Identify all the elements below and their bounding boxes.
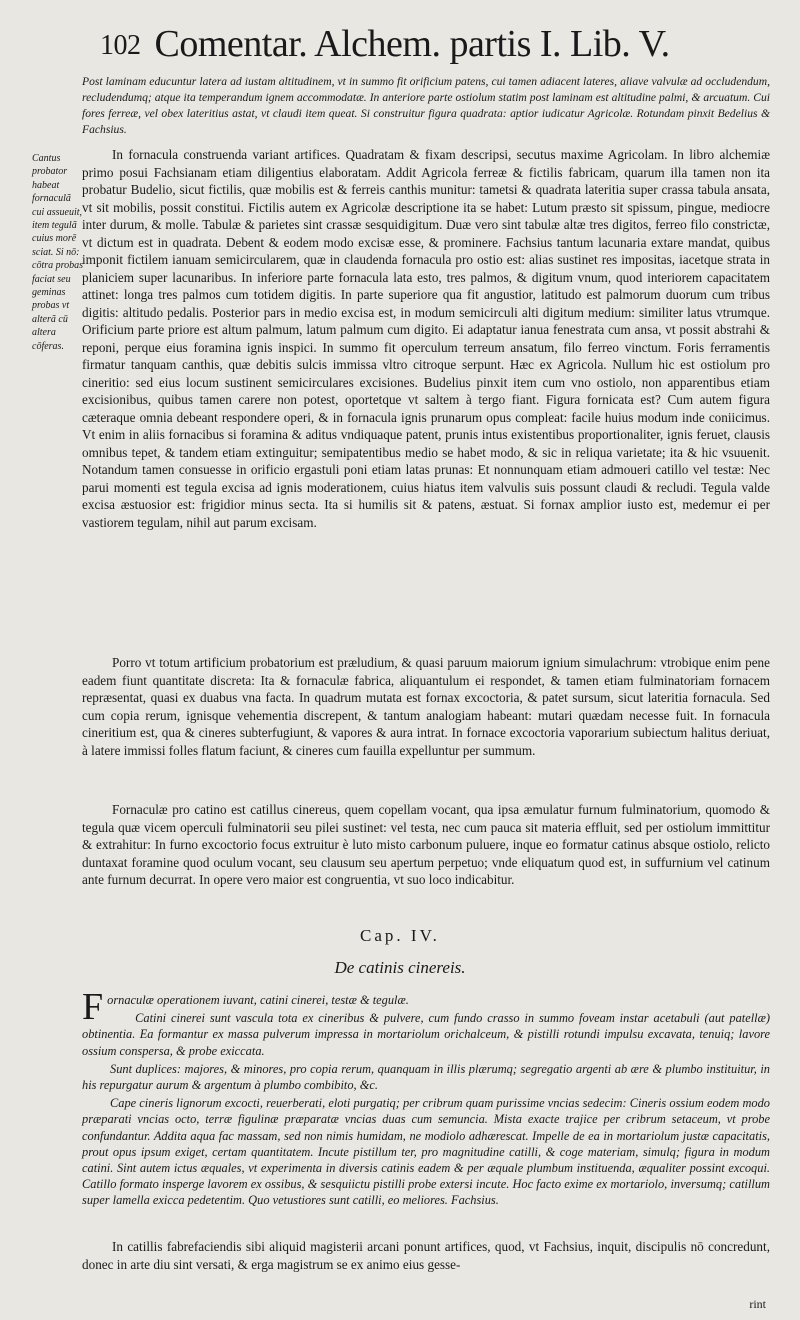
running-header (100, 20, 780, 68)
paragraph-text: Cape cineris lignorum excocti, reuerberati, eloti purgatiq; per cribrum quam purissime vncias sedecim: Cineris ossium eodem modo præparati vncias octo, terræ figulinæ præparatæ vncias duas cum semuncia. Mista exacte trajice per cribrum setaceum, vt probe confundantur. Addita aqua fac massam, sed non nimis humidam, ne modiolo adhærescat. Impelle de ea in mortariolum justæ capacitatis, prout opus ipsum exiget, certam quantitatem. Incute pistillum ter, pro magnitudine catilli, & coge materiam, simulq; figura in modum catini. Sint autem ictus æquales, vt experimenta in diversis catinis eadem & per æquale plumbum instituenda, æqualiter possint excoqui. Catillo formato insperge lavorem ex ossibus, & sesquiictu pistilli probe extersi incute. Hoc facto exime ex mortariolo, inversumq; catillum super lamella exicca pedetentim. Quo vetustiores sunt catilli, eo meliores. Fachsius. (82, 1096, 770, 1208)
chapter-first-paragraph (82, 986, 770, 1028)
final-paragraph (82, 1238, 770, 1273)
top-italic-paragraph: Post laminam educuntur latera ad iustam altitudinem, vt in summo fit orificium patens, cui tamen adiacent lateres, aliave valvulæ ad occludendum, recludendumq; atque ita temperandum ignem accommodatæ. In anteriore parte ostiolum statim post laminam est altitudine palmi, & arcuatum. Cui fores ferreæ, vel obex lateritius astat, vt claudi item queat. Si construitur figura quadrata: aptior iudicatur Agricolæ. Rotundam pinxit Bedelius & Fachsius. (82, 75, 770, 136)
main-paragraph-3 (82, 801, 770, 889)
catchword: rint (749, 1297, 766, 1311)
chapter-heading: Cap. IV. (360, 926, 440, 945)
paragraph-text: In catillis fabrefaciendis sibi aliquid magisterii arcani ponunt artifices, quod, vt Fachsius, inquit, discipulis nō concredunt, donec in arte diu sint versati, & erga magistrum se ex animo eius gesse- (82, 1239, 770, 1272)
paragraph-text: Sunt duplices: majores, & minores, pro copia rerum, quanquam in illis plærumq; segregatio argenti ab ære & plumbo instituitur, in his repurgatur aurum & argentum à plumbo combibito, &c. (82, 1061, 770, 1093)
chapter-body (82, 986, 770, 1211)
chapter-subtitle: De catinis cinereis. (334, 958, 466, 977)
main-paragraph-2 (82, 654, 770, 759)
running-title: Comentar. Alchem. partis I. Lib. V. (154, 23, 670, 65)
paragraph-text: Porro vt totum artificium probatorium est præludium, & quasi paruum maiorum ignium simulachrum: vtrobique enim pene eadem fiunt quantitate discreta: Ita & fornaculæ fabrica, aliquantulum ei respondet, & tamen etiam fulminatoriam fornacem repræsentat, quasi ex duabus vna facta. In quadrum mutata est fornax excoctoria, & patet sursum, sicut lateritia fornacula. Sed cum copia rerum, ignisque vehementia discrepent, & tantum analogiam habeant: mutari quædam necesse fuit. In fornacula cineritium est, qua & cineres subterfugiunt, & vapores & aura intrat. In fornace excoctoria vaporarium subiectum halitus deriuat, à latere immissi folles flatum faciunt, & cineres cum fauilla expelluntur per summum. (82, 655, 770, 758)
paragraph-text: ornaculæ operationem iuvant, catini cinerei, testæ & tegulæ. (107, 993, 409, 1007)
main-paragraph-1 (82, 146, 770, 531)
paragraph-text: Catini cinerei sunt vascula tota ex cineribus & pulvere, cum fundo crasso in summo foveam instar acetabuli (aut patellæ) obtinentia. Ea formantur ex massa pulverum impressa in mortariolum orichalceum, & pistilli rotundi impulsu excavata, tenuiq; lavore ossium conspersa, & probe exiccata. (82, 1011, 770, 1058)
paragraph-text: In fornacula construenda variant artifices. Quadratam & fixam descripsi, secutus maxime Agricolam. In libro alchemiæ primo posui Fachsianam etiam diligentius elaboratam. Addit Agricola ferreæ & fictilis fabricam, quarum illa tamen non ita probatur Budelio, sicut fictilis, quæ mobilis est & ferreis canthis munitur: tametsi & quadrata lateritia super crassa tabula ansata, vt sit mobilis, possit constitui. Fictilis autem ex Agricolæ descriptione ita se habet: Lutum præsto sit spissum, pingue, mediocre inter durum, & molle. Tabulæ & parietes sint crassæ sesquidigitum. Duæ vero sint tabulæ altæ tres digitos, ferreo filo constrictæ, vt dictum est in quadrata. Debent & eodem modo excisæ esse, & prominere. Fachsius tantum lacunaria extare mandat, quibus imponit fictilem ianuam semicircularem, quæ in claudenda fornacula pro ostio est: alias sustinet res impositas, iacetque strata in planiciem super lacunaribus. In inferiore parte fornacula lata esto, tres palmos, & digitum vnum, quod interiorem capacitatem attinet: longa tres palmos cum totidem digitis. In parte superiore qua fit angustior, latitudo est palmorum duorum cum tribus digitis: altitudo pedalis. Posterior pars in medio excisa est, in modum semicirculi alti digitum medium: similiter latus vtrumque. Orificium parte priore est altum palmum, latum palmum cum digito. Ei adaptatur ianua fenestrata cum ansa, vt possit abstrahi & reponi, perque eius foramina ignis inspici. In summo fit operculum terreum ansatum, filo ferreo vinctum. Foris ferramentis firmatur tanquam canthis, quæ debitis sulcis immissa vltro citroque serpunt. Hæc ex Agricola. Nullum hic est ostiolum pro cineritio: sed eius locum sustinent semicirculares excisiones. Budelius pinxit item cum vno ostiolo, non apparentibus etiam excisionibus, quibus tamen carere non potest, oportetque vt saltem à tergo fiant. Figura fornicata est? Cum autem figura cæteraque omnia debeant respondere operi, & in fornacula ignis prunarum opus compleat: facile huius modum inde coniicimus. Vt enim in aliis fornacibus si foramina & aditus vndiquaque patent, prunis intus existentibus proportionaliter, ignis feruet, clausis omnibus tepet, & tandem etiam extinguitur; semipatentibus medio se habet modo, & sic in reliqua varietate; ita & hic vsuuenit. Notandum tamen consuesse in orificio ergastuli poni etiam latas prunas: Et nonnunquam etiam admoueri catillo vel testæ: Nec parui momenti est tegula excisa ad ignis moderationem, cuius hiatus item valvulis suis possunt claudi & recludi. Tegula valde excisa æstuosior est: frigidior minus secta. Ita si humilis sit & patens, æstuat. Si fornax amplior iusto est, medemur ei per vastiorem tegulam, nihil aut parum excisam. (82, 147, 770, 530)
margin-note: Cantus probator habeat fornaculã cui assueuit, item tegulã cuius morē sciat. Si nō: cōtra probas faciat seu geminas probas vt alterã cū altera cōferas. (32, 153, 84, 352)
page-number: 102 (100, 30, 141, 61)
paragraph-text: Fornaculæ pro catino est catillus cinereus, quem copellam vocant, qua ipsa æmulatur furnum fulminatorium, quomodo & tegula quæ vicem operculi fulminatorii seu pilei sustinet: vel testa, nec cum pauca sit materia effluit, sed per ostiolum immittitur & extrahitur: In furno excoctorio focus extruitur è luto misto carbonum puluere, inque eo formatur catinus absque ostiolo, relicto duntaxat foramine quod oculum vocant, seu clausum seu apertum perpetuo; vnde eliquatum quod est, in suffurnium vel catinum ante furnum decurrat. In opere vero maior est congruentia, vt suo loco indicabitur. (82, 802, 770, 887)
drop-cap: F (82, 986, 104, 1028)
